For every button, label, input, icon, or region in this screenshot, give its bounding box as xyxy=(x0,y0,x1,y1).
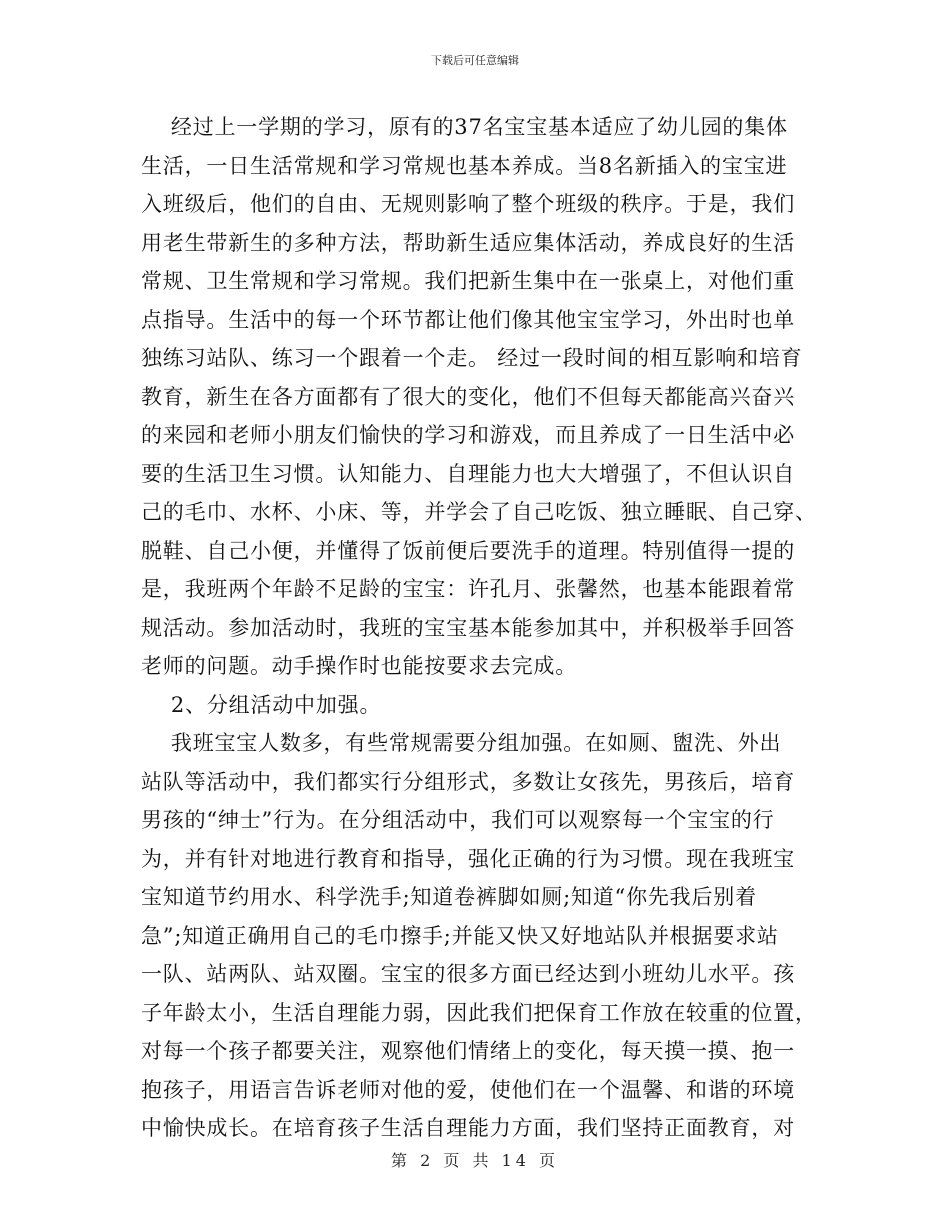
text-line: 急”;知道正确用自己的毛巾擦手;并能又快又好地站队并根据要求站 xyxy=(141,923,779,948)
text-line: 经过上一学期的学习，原有的37名宝宝基本适应了幼儿园的集体 xyxy=(141,115,788,139)
text-line: 一队、站两队、站双圈。宝宝的很多方面已经达到小班幼儿水平。孩 xyxy=(141,962,795,986)
document-body xyxy=(141,108,817,1148)
text-line: 教育，新生在各方面都有了很大的变化，他们不但每天都能高兴奋兴 xyxy=(141,384,795,409)
text-line: 抱孩子，用语言告诉老师对他的爱，使他们在一个温馨、和谐的环境 xyxy=(141,1077,795,1102)
text-line: 要的生活卫生习惯。认知能力、自理能力也大大增强了，不但认识自 xyxy=(141,461,795,486)
text-line: 是，我班两个年龄不足龄的宝宝：许孔月、张馨然，也基本能跟着常 xyxy=(141,577,795,601)
text-line: 用老生带新生的多种方法，帮助新生适应集体活动，养成良好的生活 xyxy=(141,230,795,255)
text-line: 常规、卫生常规和学习常规。我们把新生集中在一张桌上，对他们重 xyxy=(141,269,795,293)
text-line: 宝知道节约用水、科学洗手;知道卷裤脚如厕;知道“你先我后别着 xyxy=(141,885,757,909)
text-line: 入班级后，他们的自由、无规则影响了整个班级的秩序。于是，我们 xyxy=(141,192,795,216)
text-line: 子年龄太小，生活自理能力弱，因此我们把保育工作放在较重的位置， xyxy=(141,1000,817,1025)
text-line: 独练习站队、练习一个跟着一个走。 经过一段时间的相互影响和培育 xyxy=(141,346,803,370)
text-line: 的来园和老师小朋友们愉快的学习和游戏，而且养成了一日生活中必 xyxy=(141,423,795,447)
text-line: 脱鞋、自己小便，并懂得了饭前便后要洗手的道理。特别值得一提的 xyxy=(141,538,795,563)
text-line: 老师的问题。动手操作时也能按要求去完成。 xyxy=(141,654,577,678)
text-line: 点指导。生活中的每一个环节都让他们像其他宝宝学习，外出时也单 xyxy=(141,307,795,332)
text-line: 己的毛巾、水杯、小床、等，并学会了自己吃饭、独立睡眠、自己穿、 xyxy=(141,500,817,524)
text-line: 站队等活动中，我们都实行分组形式，多数让女孩先，男孩后，培育 xyxy=(141,769,795,794)
text-line: 中愉快成长。在培育孩子生活自理能力方面，我们坚持正面教育，对 xyxy=(141,1116,795,1140)
text-line: 对每一个孩子都要关注，观察他们情绪上的变化，每天摸一摸、抱一 xyxy=(141,1039,795,1063)
text-line: 生活，一日生活常规和学习常规也基本养成。当8名新插入的宝宝进 xyxy=(141,153,788,178)
text-line: 男孩的“绅士”行为。在分组活动中，我们可以观察每一个宝宝的行 xyxy=(141,808,775,832)
text-line: 规活动。参加活动时，我班的宝宝基本能参加其中，并积极举手回答 xyxy=(141,615,795,640)
section-heading: 2、分组活动中加强。 xyxy=(141,692,382,717)
text-line: 我班宝宝人数多，有些常规需要分组加强。在如厕、盥洗、外出 xyxy=(141,731,782,755)
page-header: 下载后可任意编辑 xyxy=(431,54,519,67)
page-number-footer: 第 2 页 共 14 页 xyxy=(391,1151,559,1170)
text-line: 为，并有针对地进行教育和指导，强化正确的行为习惯。现在我班宝 xyxy=(141,846,795,871)
